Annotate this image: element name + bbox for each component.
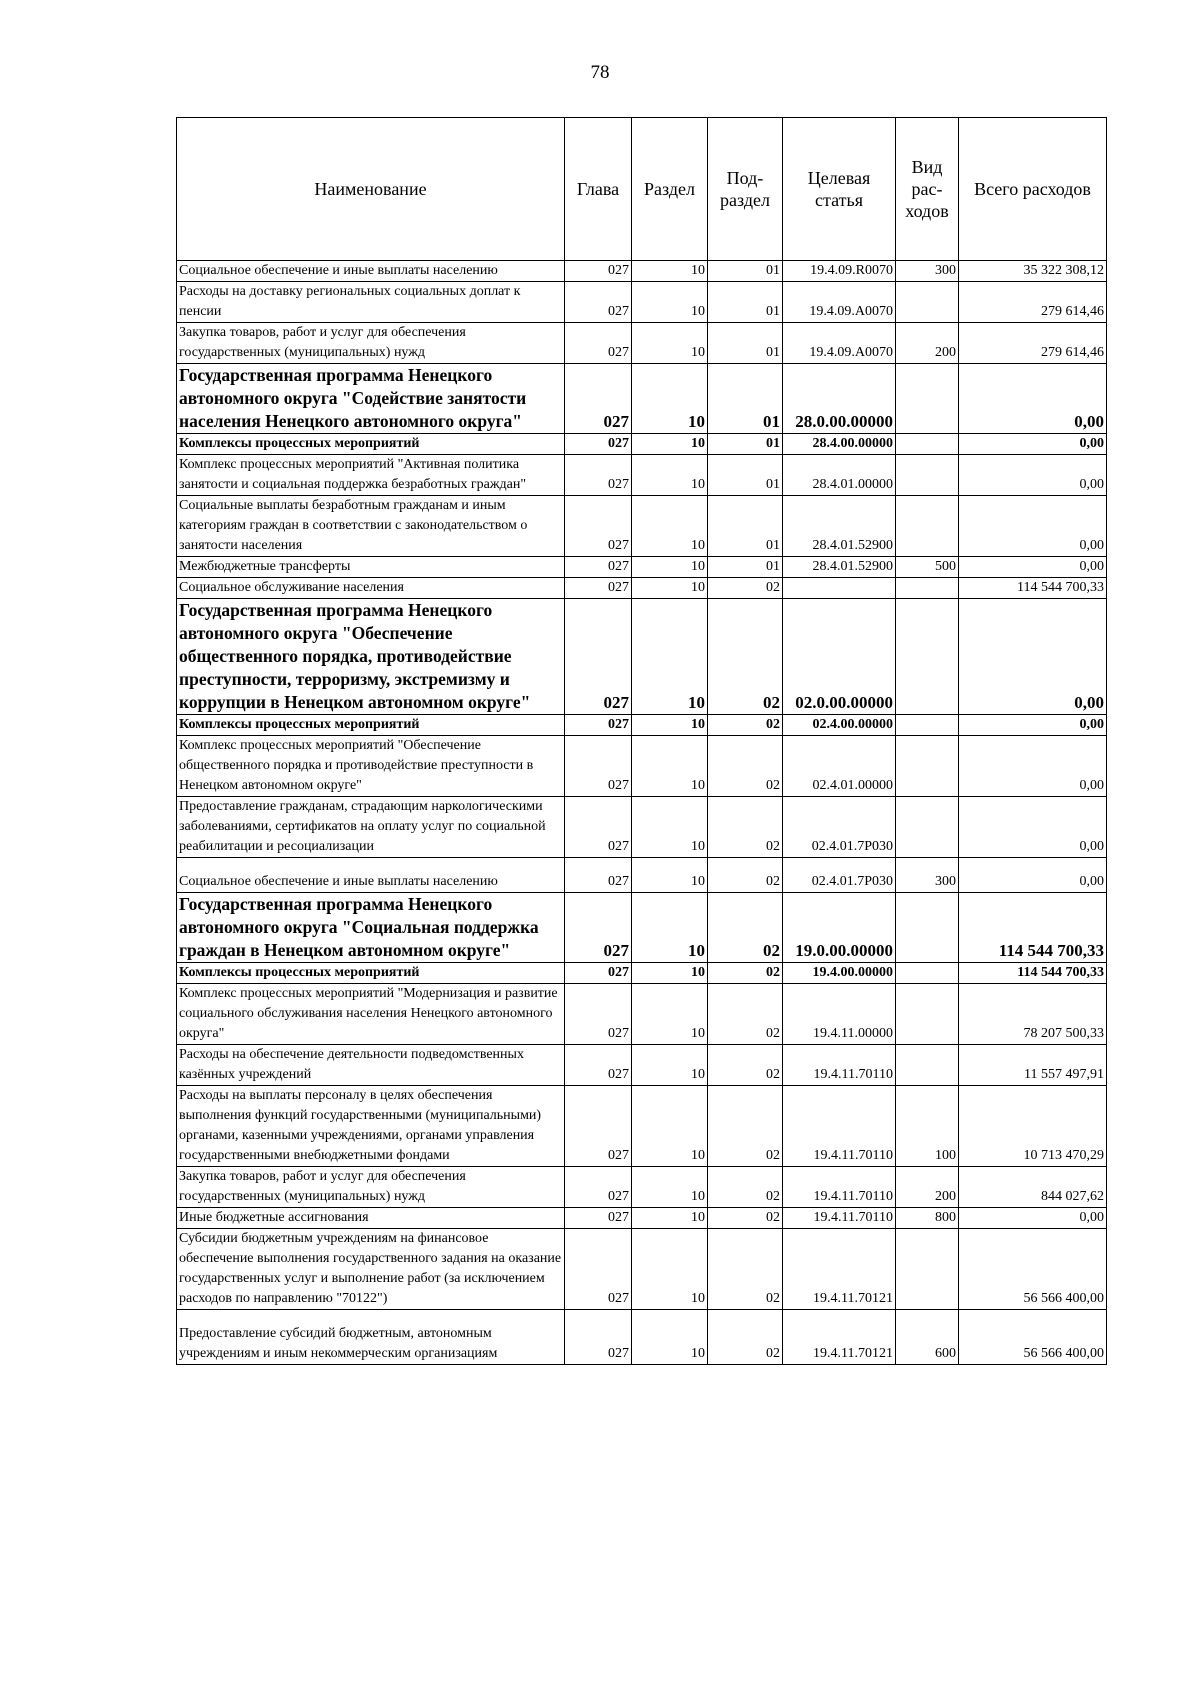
row-podrazdel-cell: 01 (708, 496, 783, 557)
row-target-cell: 02.4.01.7Р030 (783, 797, 896, 858)
row-name-cell: Комплексы процессных мероприятий (177, 715, 565, 736)
row-vid-cell (896, 715, 959, 736)
row-razdel-cell: 10 (632, 364, 708, 434)
row-target-cell: 28.4.01.52900 (783, 557, 896, 578)
row-razdel-cell: 10 (632, 557, 708, 578)
row-name-cell: Субсидии бюджетным учреждениям на финансовое обеспечение выполнения государственного задания на оказание государственных услуг и выполнение работ (за исключением расходов по направлению "70122") (177, 1229, 565, 1310)
row-glava-cell: 027 (565, 455, 632, 496)
header-name: Наименование (177, 118, 565, 261)
row-target-cell: 19.4.11.70110 (783, 1208, 896, 1229)
row-total-cell: 56 566 400,00 (959, 1310, 1107, 1365)
table-row (177, 1167, 1107, 1208)
row-glava-cell: 027 (565, 282, 632, 323)
row-glava-cell: 027 (565, 1086, 632, 1167)
row-target-cell: 19.4.09.А0070 (783, 323, 896, 364)
row-total-cell: 114 544 700,33 (959, 578, 1107, 599)
row-target-cell: 19.4.11.70121 (783, 1310, 896, 1365)
row-podrazdel-cell: 02 (708, 1045, 783, 1086)
table-row (177, 364, 1107, 434)
row-podrazdel-cell: 02 (708, 578, 783, 599)
row-vid-cell (896, 736, 959, 797)
row-podrazdel-cell: 01 (708, 364, 783, 434)
row-glava-cell: 027 (565, 1229, 632, 1310)
row-target-cell: 19.4.11.70110 (783, 1045, 896, 1086)
row-vid-cell: 500 (896, 557, 959, 578)
row-vid-cell (896, 1045, 959, 1086)
row-name-cell: Предоставление субсидий бюджетным, автономным учреждениям и иным некоммерческим организациям (177, 1310, 565, 1365)
row-podrazdel-cell: 02 (708, 1208, 783, 1229)
row-target-cell: 19.4.09.А0070 (783, 282, 896, 323)
row-target-cell: 28.4.01.52900 (783, 496, 896, 557)
row-name-cell: Закупка товаров, работ и услуг для обеспечения государственных (муниципальных) нужд (177, 1167, 565, 1208)
row-razdel-cell: 10 (632, 1045, 708, 1086)
row-total-cell: 844 027,62 (959, 1167, 1107, 1208)
header-glava: Глава (565, 118, 632, 261)
row-total-cell: 0,00 (959, 557, 1107, 578)
row-name-cell: Комплекс процессных мероприятий "Модернизация и развитие социального обслуживания населения Ненецкого автономного округа" (177, 984, 565, 1045)
row-vid-cell: 600 (896, 1310, 959, 1365)
table-row (177, 1229, 1107, 1310)
row-glava-cell: 027 (565, 984, 632, 1045)
row-razdel-cell: 10 (632, 715, 708, 736)
row-total-cell: 279 614,46 (959, 282, 1107, 323)
row-vid-cell (896, 1229, 959, 1310)
row-razdel-cell: 10 (632, 1208, 708, 1229)
row-total-cell: 0,00 (959, 434, 1107, 455)
row-target-cell: 02.4.00.00000 (783, 715, 896, 736)
table-row (177, 1045, 1107, 1086)
row-target-cell: 19.4.11.70110 (783, 1086, 896, 1167)
row-total-cell: 0,00 (959, 736, 1107, 797)
row-razdel-cell: 10 (632, 1167, 708, 1208)
row-name-cell: Иные бюджетные ассигнования (177, 1208, 565, 1229)
row-razdel-cell: 10 (632, 984, 708, 1045)
row-glava-cell: 027 (565, 364, 632, 434)
row-razdel-cell: 10 (632, 434, 708, 455)
row-name-cell: Государственная программа Ненецкого автономного округа "Обеспечение общественного порядка, противодействие преступности, терроризму, экстремизму и коррупции в Ненецком автономном округе" (177, 599, 565, 715)
row-vid-cell: 200 (896, 323, 959, 364)
row-podrazdel-cell: 01 (708, 455, 783, 496)
row-glava-cell: 027 (565, 578, 632, 599)
row-razdel-cell: 10 (632, 858, 708, 893)
row-vid-cell: 300 (896, 261, 959, 282)
row-vid-cell (896, 364, 959, 434)
row-podrazdel-cell: 02 (708, 1229, 783, 1310)
row-total-cell: 279 614,46 (959, 323, 1107, 364)
row-podrazdel-cell: 02 (708, 715, 783, 736)
row-total-cell: 0,00 (959, 496, 1107, 557)
row-target-cell: 19.4.00.00000 (783, 963, 896, 984)
row-name-cell: Комплекс процессных мероприятий "Активная политика занятости и социальная поддержка безработных граждан" (177, 455, 565, 496)
row-vid-cell (896, 599, 959, 715)
row-glava-cell: 027 (565, 1045, 632, 1086)
budget-table (176, 117, 1107, 1365)
row-total-cell: 114 544 700,33 (959, 893, 1107, 963)
row-target-cell: 02.0.00.00000 (783, 599, 896, 715)
table-row (177, 963, 1107, 984)
row-glava-cell: 027 (565, 599, 632, 715)
row-total-cell: 0,00 (959, 858, 1107, 893)
row-vid-cell (896, 984, 959, 1045)
row-target-cell: 02.4.01.00000 (783, 736, 896, 797)
row-vid-cell: 800 (896, 1208, 959, 1229)
table-row (177, 557, 1107, 578)
row-podrazdel-cell: 01 (708, 323, 783, 364)
row-target-cell: 19.4.11.00000 (783, 984, 896, 1045)
table-row (177, 434, 1107, 455)
row-glava-cell: 027 (565, 893, 632, 963)
table-row (177, 893, 1107, 963)
row-name-cell: Социальные выплаты безработным гражданам и иным категориям граждан в соответствии с законодательством о занятости населения (177, 496, 565, 557)
row-name-cell: Социальное обеспечение и иные выплаты населению (177, 261, 565, 282)
row-razdel-cell: 10 (632, 1086, 708, 1167)
row-target-cell (783, 578, 896, 599)
table-row (177, 1208, 1107, 1229)
table-row (177, 578, 1107, 599)
table-row (177, 984, 1107, 1045)
row-podrazdel-cell: 01 (708, 557, 783, 578)
row-glava-cell: 027 (565, 557, 632, 578)
row-target-cell: 28.4.00.00000 (783, 434, 896, 455)
row-total-cell: 56 566 400,00 (959, 1229, 1107, 1310)
table-row (177, 1086, 1107, 1167)
header-podrazdel: Под- раздел (708, 118, 783, 261)
row-razdel-cell: 10 (632, 599, 708, 715)
row-glava-cell: 027 (565, 434, 632, 455)
header-vid: Вид рас- ходов (896, 118, 959, 261)
row-name-cell: Межбюджетные трансферты (177, 557, 565, 578)
row-total-cell: 0,00 (959, 599, 1107, 715)
row-podrazdel-cell: 01 (708, 261, 783, 282)
row-target-cell: 28.0.00.00000 (783, 364, 896, 434)
page-number: 78 (590, 62, 610, 83)
row-podrazdel-cell: 01 (708, 434, 783, 455)
row-razdel-cell: 10 (632, 893, 708, 963)
row-name-cell: Социальное обслуживание населения (177, 578, 565, 599)
row-podrazdel-cell: 02 (708, 1167, 783, 1208)
row-target-cell: 19.4.11.70110 (783, 1167, 896, 1208)
row-podrazdel-cell: 02 (708, 599, 783, 715)
row-razdel-cell: 10 (632, 282, 708, 323)
row-vid-cell: 300 (896, 858, 959, 893)
row-podrazdel-cell: 02 (708, 858, 783, 893)
row-podrazdel-cell: 02 (708, 1310, 783, 1365)
table-row (177, 455, 1107, 496)
row-vid-cell (896, 434, 959, 455)
row-glava-cell: 027 (565, 323, 632, 364)
row-glava-cell: 027 (565, 496, 632, 557)
row-vid-cell (896, 282, 959, 323)
row-vid-cell: 100 (896, 1086, 959, 1167)
row-total-cell: 114 544 700,33 (959, 963, 1107, 984)
header-target: Целевая статья (783, 118, 896, 261)
row-vid-cell (896, 578, 959, 599)
row-razdel-cell: 10 (632, 1310, 708, 1365)
row-razdel-cell: 10 (632, 578, 708, 599)
row-total-cell: 35 322 308,12 (959, 261, 1107, 282)
table-row (177, 858, 1107, 893)
table-row (177, 599, 1107, 715)
table-row (177, 261, 1107, 282)
row-target-cell: 02.4.01.7Р030 (783, 858, 896, 893)
header-razdel: Раздел (632, 118, 708, 261)
row-podrazdel-cell: 02 (708, 984, 783, 1045)
row-razdel-cell: 10 (632, 736, 708, 797)
row-razdel-cell: 10 (632, 1229, 708, 1310)
row-name-cell: Расходы на обеспечение деятельности подведомственных казённых учреждений (177, 1045, 565, 1086)
row-glava-cell: 027 (565, 1167, 632, 1208)
row-name-cell: Государственная программа Ненецкого автономного округа "Содействие занятости населения Ненецкого автономного округа" (177, 364, 565, 434)
row-target-cell: 19.4.11.70121 (783, 1229, 896, 1310)
table-row (177, 715, 1107, 736)
row-total-cell: 0,00 (959, 715, 1107, 736)
row-razdel-cell: 10 (632, 963, 708, 984)
row-podrazdel-cell: 02 (708, 736, 783, 797)
row-podrazdel-cell: 02 (708, 963, 783, 984)
row-vid-cell (896, 455, 959, 496)
row-name-cell: Комплекс процессных мероприятий "Обеспечение общественного порядка и противодействие преступности в Ненецком автономном округе" (177, 736, 565, 797)
row-total-cell: 0,00 (959, 364, 1107, 434)
row-glava-cell: 027 (565, 963, 632, 984)
row-glava-cell: 027 (565, 1208, 632, 1229)
row-target-cell: 28.4.01.00000 (783, 455, 896, 496)
row-glava-cell: 027 (565, 858, 632, 893)
row-glava-cell: 027 (565, 736, 632, 797)
row-vid-cell: 200 (896, 1167, 959, 1208)
row-podrazdel-cell: 02 (708, 893, 783, 963)
row-glava-cell: 027 (565, 1310, 632, 1365)
row-glava-cell: 027 (565, 797, 632, 858)
row-target-cell: 19.4.09.R0070 (783, 261, 896, 282)
row-razdel-cell: 10 (632, 455, 708, 496)
row-podrazdel-cell: 02 (708, 1086, 783, 1167)
table-row (177, 736, 1107, 797)
row-name-cell: Расходы на выплаты персоналу в целях обеспечения выполнения функций государственными (муниципальными) органами, казенными учреждениями, органами управления государственными внебюджетными фондами (177, 1086, 565, 1167)
row-razdel-cell: 10 (632, 323, 708, 364)
row-razdel-cell: 10 (632, 261, 708, 282)
row-total-cell: 0,00 (959, 455, 1107, 496)
table-row (177, 496, 1107, 557)
table-row (177, 282, 1107, 323)
row-vid-cell (896, 893, 959, 963)
row-name-cell: Социальное обеспечение и иные выплаты населению (177, 858, 565, 893)
row-vid-cell (896, 496, 959, 557)
row-name-cell: Комплексы процессных мероприятий (177, 963, 565, 984)
header-total: Всего расходов (959, 118, 1107, 261)
row-total-cell: 10 713 470,29 (959, 1086, 1107, 1167)
row-glava-cell: 027 (565, 261, 632, 282)
table-row (177, 1310, 1107, 1365)
row-name-cell: Комплексы процессных мероприятий (177, 434, 565, 455)
row-name-cell: Предоставление гражданам, страдающим наркологическими заболеваниями, сертификатов на оплату услуг по социальной реабилитации и ресоциализации (177, 797, 565, 858)
table-row (177, 323, 1107, 364)
table-row (177, 797, 1107, 858)
row-name-cell: Государственная программа Ненецкого автономного округа "Социальная поддержка граждан в Ненецком автономном округе" (177, 893, 565, 963)
row-total-cell: 11 557 497,91 (959, 1045, 1107, 1086)
row-glava-cell: 027 (565, 715, 632, 736)
row-razdel-cell: 10 (632, 797, 708, 858)
row-total-cell: 0,00 (959, 797, 1107, 858)
row-vid-cell (896, 797, 959, 858)
row-vid-cell (896, 963, 959, 984)
row-name-cell: Расходы на доставку региональных социальных доплат к пенсии (177, 282, 565, 323)
table-header-row (177, 118, 1107, 261)
row-podrazdel-cell: 02 (708, 797, 783, 858)
row-podrazdel-cell: 01 (708, 282, 783, 323)
row-total-cell: 0,00 (959, 1208, 1107, 1229)
row-total-cell: 78 207 500,33 (959, 984, 1107, 1045)
row-name-cell: Закупка товаров, работ и услуг для обеспечения государственных (муниципальных) нужд (177, 323, 565, 364)
row-razdel-cell: 10 (632, 496, 708, 557)
row-target-cell: 19.0.00.00000 (783, 893, 896, 963)
